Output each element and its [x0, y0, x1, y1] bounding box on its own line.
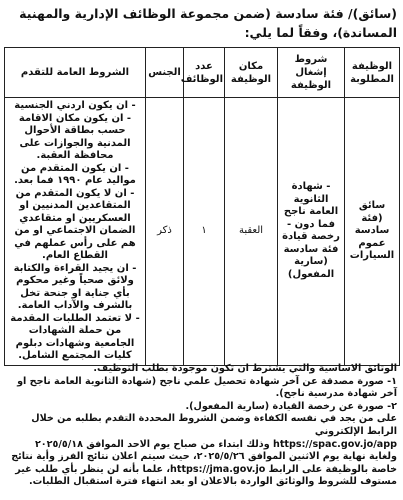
header-count: عدد الوظائف [184, 48, 225, 98]
document-item: ١- صورة مصدقة عن آخر شهادة تحصيل علمي ناجح (شهادة الثانوية العامة ناجح او آخر شهادة مدرسية ناجح). [17, 375, 397, 400]
document-item: ٢- صورة عن رخصة القيادة (سارية المفعول). [185, 400, 397, 412]
condition-item: - لا تعتمد الطلبات المقدمة من حملة الشهادات الجامعية وشهادات دبلوم كليات المجتمع الشامل. [10, 312, 140, 361]
header-qualification: شروط إشغال الوظيفة [278, 48, 345, 98]
documents-title: الوثائق الاساسية والتي يشترط ان تكون موجودة بطلب التوظيف. [93, 363, 397, 374]
jobs-table [4, 47, 400, 366]
announcement-heading [5, 4, 397, 42]
table-header-row [5, 48, 400, 98]
table-row [5, 98, 400, 366]
cell-count: ١ [184, 98, 225, 366]
notes-section [5, 363, 397, 489]
closing-text: ، علما بأنه لن ينظر بأي طلب غير مستوف للشروط والوثائق الواردة بالاعلان او بعد انتهاء فترة استقبال الطلبات. [15, 463, 397, 488]
header-job-title: الوظيفة المطلوبة [345, 48, 400, 98]
cell-job-title: سائق (فئة سادسة عموم السيارات [345, 98, 400, 366]
header-gender: الجنس [146, 48, 184, 98]
application-timing [5, 439, 397, 489]
spac-link[interactable]: https://spac.gov.jo/app [273, 438, 397, 450]
heading-line-1: (سائق)/ فئة سادسة (ضمن مجموعة الوظائف الإدارية والمهنية [19, 6, 397, 21]
cell-conditions [5, 98, 146, 366]
condition-item: - ان لا يكون المتقدم من المتقاعدين المدنيين او العسكريين او متقاعدي الضمان الاجتماعي او من هم على رأس عملهم في القطاع العام. [14, 187, 136, 261]
header-location: مكان الوظيفة [225, 48, 278, 98]
condition-item: - ان يكون المتقدم من مواليد عام ١٩٩٠ فما بعد. [14, 162, 136, 186]
condition-item: - ان يكون اردني الجنسية [14, 100, 136, 111]
condition-item: - ان يجيد القراءة والكتابة ولائق صحياً وغير محكوم بأي جناية او جنحة تخل بالشرف والآداب العامة. [13, 262, 137, 311]
cell-gender: ذكر [146, 98, 184, 366]
timing-text: وذلك ابتداء من صباح يوم الاحد الموافق ٢٠٢٥/٥/١٨ ولغاية نهاية يوم الاثنين الموافق ٢٠٢٥/٥/٢٦، حيث سيتم اعلان نتائج الفرز وأية نتائج خاصة بالوظيفة على الرابط [11, 438, 397, 475]
condition-item: - ان يكون مكان الاقامة حسب بطاقة الأحوال المدنية والجوازات على محافظة العقبة. [18, 112, 132, 161]
heading-line-2: المساندة)، وفقاً لما يلي: [244, 25, 397, 40]
application-instruction: على من يجد في نفسه الكفاءة وضمن الشروط المحددة التقدم بطلبه من خلال الرابط الإلكتروني [31, 413, 397, 437]
cell-qualification: - شهادة الثانوية العامة ناجح فما دون - رخصة قيادة فئة سادسة (سارية المفعول) [278, 98, 345, 366]
jma-link[interactable]: https://jma.gov.jo [170, 463, 266, 475]
header-conditions: الشروط العامة للتقدم [5, 48, 146, 98]
cell-location: العقبة [225, 98, 278, 366]
